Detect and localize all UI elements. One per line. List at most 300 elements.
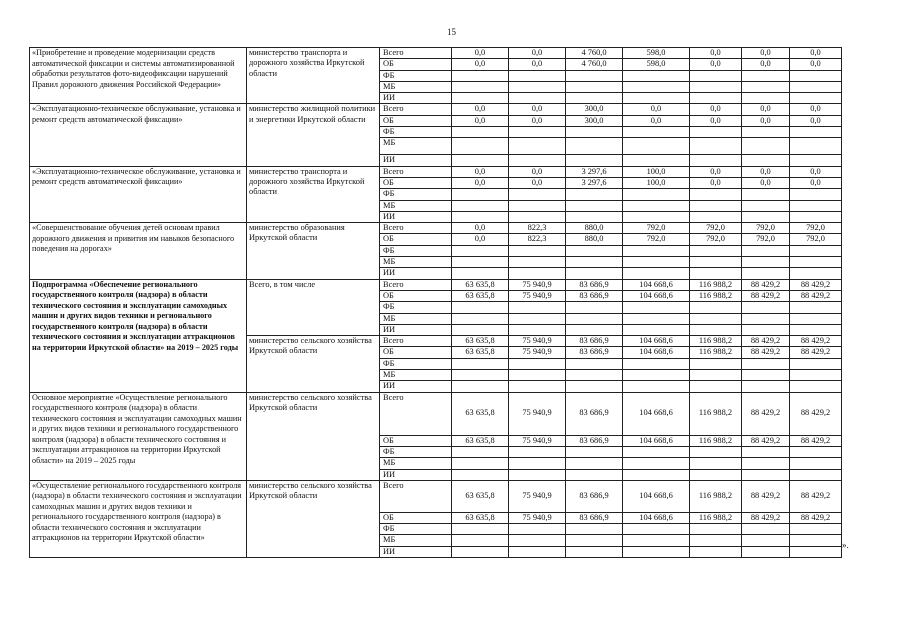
amount-cell: 880,0 xyxy=(566,234,623,245)
funding-source: ОБ xyxy=(380,290,452,301)
amount-cell xyxy=(623,70,690,81)
amount-cell xyxy=(566,70,623,81)
amount-cell: 116 988,2 xyxy=(690,392,742,435)
funding-source: Всего xyxy=(380,104,452,115)
amount-cell xyxy=(790,155,842,166)
amount-cell xyxy=(509,546,566,557)
amount-cell xyxy=(623,324,690,335)
measure-name: «Эксплуатационно-техническое обслуживание, установка и ремонт средств автоматической фиксации» xyxy=(30,104,247,166)
amount-cell xyxy=(690,189,742,200)
amount-cell xyxy=(509,268,566,279)
table-row xyxy=(30,480,842,512)
amount-cell xyxy=(690,370,742,381)
executor-name: министерство сельского хозяйства Иркутской области xyxy=(247,336,380,392)
table-row xyxy=(30,279,842,290)
amount-cell: 0,0 xyxy=(742,104,790,115)
amount-cell: 792,0 xyxy=(790,234,842,245)
amount-cell xyxy=(790,324,842,335)
amount-cell xyxy=(690,469,742,480)
amount-cell xyxy=(509,200,566,211)
amount-cell: 792,0 xyxy=(790,223,842,234)
amount-cell xyxy=(509,358,566,369)
amount-cell: 83 686,9 xyxy=(566,347,623,358)
amount-cell: 0,0 xyxy=(452,115,509,126)
amount-cell: 63 635,8 xyxy=(452,279,509,290)
amount-cell xyxy=(742,81,790,92)
table-row xyxy=(30,392,842,435)
amount-cell: 88 429,2 xyxy=(742,347,790,358)
executor-name: министерство жилищной политики и энергетики Иркутской области xyxy=(247,104,380,166)
amount-cell xyxy=(509,257,566,268)
amount-cell xyxy=(690,546,742,557)
amount-cell xyxy=(452,200,509,211)
amount-cell xyxy=(742,211,790,222)
amount-cell: 83 686,9 xyxy=(566,279,623,290)
amount-cell xyxy=(623,127,690,138)
amount-cell xyxy=(790,93,842,104)
amount-cell xyxy=(790,245,842,256)
amount-cell xyxy=(790,70,842,81)
amount-cell xyxy=(566,458,623,469)
executor-total: Всего, в том числе xyxy=(247,279,380,335)
amount-cell xyxy=(452,546,509,557)
amount-cell xyxy=(742,127,790,138)
amount-cell xyxy=(566,245,623,256)
executor-name: министерство транспорта и дорожного хозяйства Иркутской области xyxy=(247,166,380,222)
funding-source: МБ xyxy=(380,313,452,324)
amount-cell xyxy=(623,358,690,369)
amount-cell: 0,0 xyxy=(452,223,509,234)
table-row xyxy=(30,48,842,59)
amount-cell: 0,0 xyxy=(509,59,566,70)
amount-cell xyxy=(623,546,690,557)
amount-cell xyxy=(742,93,790,104)
amount-cell: 0,0 xyxy=(623,104,690,115)
amount-cell xyxy=(623,524,690,535)
amount-cell: 83 686,9 xyxy=(566,480,623,512)
amount-cell xyxy=(623,93,690,104)
amount-cell xyxy=(566,189,623,200)
amount-cell xyxy=(623,446,690,457)
amount-cell xyxy=(452,211,509,222)
amount-cell xyxy=(566,324,623,335)
amount-cell: 83 686,9 xyxy=(566,435,623,446)
amount-cell: 0,0 xyxy=(509,177,566,188)
amount-cell xyxy=(690,127,742,138)
funding-source: МБ xyxy=(380,257,452,268)
measure-name: «Приобретение и проведение модернизации средств автоматической фиксации и системы автоматизированной обработки результатов фото-видеофиксации нарушений Правил дорожного движения Российской Федерации» xyxy=(30,48,247,104)
amount-cell: 792,0 xyxy=(690,223,742,234)
amount-cell xyxy=(452,381,509,392)
amount-cell: 63 635,8 xyxy=(452,290,509,301)
amount-cell: 116 988,2 xyxy=(690,480,742,512)
amount-cell xyxy=(509,535,566,546)
amount-cell: 104 668,6 xyxy=(623,279,690,290)
funding-source: ФБ xyxy=(380,245,452,256)
amount-cell: 104 668,6 xyxy=(623,336,690,347)
amount-cell xyxy=(742,70,790,81)
amount-cell xyxy=(509,81,566,92)
executor-name: министерство сельского хозяйства Иркутской области xyxy=(247,392,380,480)
amount-cell: 75 940,9 xyxy=(509,435,566,446)
amount-cell xyxy=(742,138,790,155)
amount-cell xyxy=(509,458,566,469)
amount-cell: 0,0 xyxy=(509,48,566,59)
funding-source: МБ xyxy=(380,138,452,155)
amount-cell xyxy=(452,127,509,138)
amount-cell: 0,0 xyxy=(509,104,566,115)
funding-source: ОБ xyxy=(380,59,452,70)
amount-cell xyxy=(742,257,790,268)
amount-cell: 104 668,6 xyxy=(623,290,690,301)
amount-cell: 75 940,9 xyxy=(509,392,566,435)
amount-cell xyxy=(742,458,790,469)
amount-cell: 116 988,2 xyxy=(690,290,742,301)
amount-cell: 63 635,8 xyxy=(452,347,509,358)
amount-cell: 598,0 xyxy=(623,59,690,70)
amount-cell xyxy=(742,324,790,335)
amount-cell xyxy=(566,127,623,138)
page-number: 15 xyxy=(447,27,456,37)
amount-cell: 822,3 xyxy=(509,223,566,234)
amount-cell xyxy=(690,245,742,256)
amount-cell xyxy=(452,93,509,104)
amount-cell: 792,0 xyxy=(742,223,790,234)
amount-cell xyxy=(509,446,566,457)
funding-source: ИИ xyxy=(380,155,452,166)
amount-cell xyxy=(452,446,509,457)
amount-cell: 4 760,0 xyxy=(566,48,623,59)
funding-source: ФБ xyxy=(380,358,452,369)
amount-cell xyxy=(452,324,509,335)
amount-cell: 0,0 xyxy=(623,115,690,126)
funding-source: МБ xyxy=(380,370,452,381)
amount-cell xyxy=(690,81,742,92)
amount-cell xyxy=(690,200,742,211)
amount-cell xyxy=(742,469,790,480)
amount-cell xyxy=(742,381,790,392)
amount-cell: 104 668,6 xyxy=(623,347,690,358)
amount-cell: 75 940,9 xyxy=(509,336,566,347)
amount-cell: 63 635,8 xyxy=(452,392,509,435)
amount-cell xyxy=(452,70,509,81)
amount-cell xyxy=(566,155,623,166)
amount-cell xyxy=(690,155,742,166)
executor-name: министерство образования Иркутской области xyxy=(247,223,380,279)
amount-cell: 104 668,6 xyxy=(623,480,690,512)
amount-cell xyxy=(790,257,842,268)
amount-cell xyxy=(566,370,623,381)
amount-cell: 116 988,2 xyxy=(690,435,742,446)
amount-cell xyxy=(566,257,623,268)
funding-source: ОБ xyxy=(380,512,452,523)
amount-cell: 88 429,2 xyxy=(742,480,790,512)
amount-cell: 0,0 xyxy=(452,166,509,177)
amount-cell: 300,0 xyxy=(566,104,623,115)
amount-cell xyxy=(690,257,742,268)
amount-cell xyxy=(566,469,623,480)
amount-cell: 0,0 xyxy=(742,59,790,70)
amount-cell: 0,0 xyxy=(509,115,566,126)
amount-cell xyxy=(452,458,509,469)
amount-cell: 0,0 xyxy=(452,104,509,115)
amount-cell: 0,0 xyxy=(452,234,509,245)
amount-cell: 88 429,2 xyxy=(742,290,790,301)
amount-cell: 0,0 xyxy=(790,166,842,177)
amount-cell xyxy=(623,469,690,480)
amount-cell xyxy=(452,189,509,200)
amount-cell xyxy=(742,302,790,313)
amount-cell xyxy=(690,302,742,313)
amount-cell xyxy=(509,302,566,313)
amount-cell xyxy=(790,127,842,138)
amount-cell xyxy=(790,546,842,557)
amount-cell xyxy=(690,93,742,104)
amount-cell: 0,0 xyxy=(742,115,790,126)
amount-cell xyxy=(509,469,566,480)
amount-cell: 3 297,6 xyxy=(566,166,623,177)
amount-cell: 88 429,2 xyxy=(790,435,842,446)
amount-cell xyxy=(790,370,842,381)
funding-source: Всего xyxy=(380,392,452,435)
amount-cell xyxy=(452,535,509,546)
amount-cell xyxy=(509,245,566,256)
amount-cell: 88 429,2 xyxy=(790,279,842,290)
funding-source: Всего xyxy=(380,279,452,290)
amount-cell xyxy=(509,313,566,324)
amount-cell xyxy=(790,358,842,369)
amount-cell: 83 686,9 xyxy=(566,336,623,347)
amount-cell xyxy=(742,358,790,369)
amount-cell xyxy=(742,245,790,256)
table-row xyxy=(30,104,842,115)
amount-cell: 75 940,9 xyxy=(509,347,566,358)
executor-name: министерство транспорта и дорожного хозяйства Иркутской области xyxy=(247,48,380,104)
amount-cell xyxy=(790,211,842,222)
amount-cell: 88 429,2 xyxy=(790,290,842,301)
amount-cell xyxy=(566,524,623,535)
amount-cell: 0,0 xyxy=(790,59,842,70)
amount-cell xyxy=(623,155,690,166)
amount-cell xyxy=(452,257,509,268)
amount-cell: 880,0 xyxy=(566,223,623,234)
amount-cell: 88 429,2 xyxy=(742,336,790,347)
amount-cell xyxy=(452,469,509,480)
amount-cell: 116 988,2 xyxy=(690,336,742,347)
amount-cell xyxy=(742,524,790,535)
amount-cell: 0,0 xyxy=(452,177,509,188)
amount-cell: 88 429,2 xyxy=(790,336,842,347)
amount-cell xyxy=(623,138,690,155)
amount-cell: 0,0 xyxy=(452,48,509,59)
amount-cell xyxy=(790,524,842,535)
amount-cell xyxy=(452,245,509,256)
amount-cell xyxy=(623,268,690,279)
amount-cell: 300,0 xyxy=(566,115,623,126)
funding-source: МБ xyxy=(380,200,452,211)
amount-cell xyxy=(566,302,623,313)
amount-cell xyxy=(566,93,623,104)
amount-cell: 88 429,2 xyxy=(742,435,790,446)
amount-cell: 88 429,2 xyxy=(790,512,842,523)
amount-cell xyxy=(690,524,742,535)
funding-source: ИИ xyxy=(380,381,452,392)
amount-cell: 88 429,2 xyxy=(742,392,790,435)
amount-cell: 598,0 xyxy=(623,48,690,59)
amount-cell xyxy=(452,138,509,155)
measure-name: «Совершенствование обучения детей основам правил дорожного движения и привития им навыков безопасного поведения на дорогах» xyxy=(30,223,247,279)
amount-cell: 83 686,9 xyxy=(566,512,623,523)
amount-cell: 75 940,9 xyxy=(509,279,566,290)
amount-cell xyxy=(790,138,842,155)
amount-cell xyxy=(566,268,623,279)
amount-cell xyxy=(623,370,690,381)
amount-cell xyxy=(509,524,566,535)
amount-cell xyxy=(623,200,690,211)
amount-cell: 75 940,9 xyxy=(509,290,566,301)
amount-cell: 0,0 xyxy=(690,48,742,59)
funding-source: МБ xyxy=(380,535,452,546)
funding-source: ОБ xyxy=(380,347,452,358)
amount-cell: 83 686,9 xyxy=(566,290,623,301)
amount-cell xyxy=(742,189,790,200)
amount-cell xyxy=(790,381,842,392)
amount-cell: 88 429,2 xyxy=(790,480,842,512)
amount-cell xyxy=(509,381,566,392)
amount-cell: 0,0 xyxy=(742,177,790,188)
amount-cell: 116 988,2 xyxy=(690,512,742,523)
amount-cell xyxy=(790,81,842,92)
amount-cell: 0,0 xyxy=(790,177,842,188)
executor-name: министерство сельского хозяйства Иркутской области xyxy=(247,480,380,557)
amount-cell: 792,0 xyxy=(623,223,690,234)
funding-source: МБ xyxy=(380,458,452,469)
amount-cell xyxy=(566,200,623,211)
amount-cell: 116 988,2 xyxy=(690,347,742,358)
funding-source: ИИ xyxy=(380,324,452,335)
amount-cell xyxy=(742,313,790,324)
amount-cell: 83 686,9 xyxy=(566,392,623,435)
amount-cell xyxy=(509,189,566,200)
amount-cell: 822,3 xyxy=(509,234,566,245)
amount-cell xyxy=(566,535,623,546)
funding-source: Всего xyxy=(380,480,452,512)
funding-source: ФБ xyxy=(380,189,452,200)
amount-cell xyxy=(509,138,566,155)
amount-cell xyxy=(690,381,742,392)
amount-cell xyxy=(742,370,790,381)
amount-cell: 3 297,6 xyxy=(566,177,623,188)
amount-cell xyxy=(566,381,623,392)
funding-source: ИИ xyxy=(380,469,452,480)
amount-cell xyxy=(623,81,690,92)
funding-source: ФБ xyxy=(380,127,452,138)
funding-source: ФБ xyxy=(380,70,452,81)
amount-cell: 75 940,9 xyxy=(509,480,566,512)
amount-cell xyxy=(690,268,742,279)
table-row xyxy=(30,223,842,234)
amount-cell xyxy=(690,458,742,469)
amount-cell xyxy=(623,313,690,324)
amount-cell: 104 668,6 xyxy=(623,512,690,523)
amount-cell xyxy=(790,446,842,457)
table-row xyxy=(30,166,842,177)
amount-cell: 63 635,8 xyxy=(452,480,509,512)
amount-cell: 0,0 xyxy=(509,166,566,177)
amount-cell xyxy=(566,546,623,557)
amount-cell: 0,0 xyxy=(690,166,742,177)
funding-source: МБ xyxy=(380,81,452,92)
amount-cell: 104 668,6 xyxy=(623,392,690,435)
amount-cell xyxy=(690,324,742,335)
amount-cell xyxy=(566,358,623,369)
amount-cell xyxy=(742,200,790,211)
amount-cell: 792,0 xyxy=(690,234,742,245)
amount-cell: 0,0 xyxy=(690,115,742,126)
amount-cell xyxy=(452,358,509,369)
amount-cell xyxy=(452,155,509,166)
amount-cell: 88 429,2 xyxy=(790,347,842,358)
amount-cell: 0,0 xyxy=(790,115,842,126)
amount-cell xyxy=(790,200,842,211)
amount-cell: 88 429,2 xyxy=(790,392,842,435)
measure-name: «Эксплуатационно-техническое обслуживание, установка и ремонт средств автоматической фиксации» xyxy=(30,166,247,222)
amount-cell xyxy=(623,257,690,268)
amount-cell: 0,0 xyxy=(790,104,842,115)
funding-source: ОБ xyxy=(380,177,452,188)
amount-cell: 88 429,2 xyxy=(742,279,790,290)
amount-cell xyxy=(690,358,742,369)
amount-cell xyxy=(509,370,566,381)
amount-cell xyxy=(742,268,790,279)
amount-cell xyxy=(509,211,566,222)
amount-cell: 63 635,8 xyxy=(452,512,509,523)
amount-cell xyxy=(742,155,790,166)
funding-source: Всего xyxy=(380,48,452,59)
amount-cell: 0,0 xyxy=(742,166,790,177)
amount-cell xyxy=(623,381,690,392)
amount-cell xyxy=(452,302,509,313)
amount-cell xyxy=(790,189,842,200)
amount-cell: 100,0 xyxy=(623,177,690,188)
amount-cell xyxy=(509,324,566,335)
amount-cell xyxy=(790,313,842,324)
amount-cell xyxy=(452,524,509,535)
amount-cell xyxy=(742,446,790,457)
funding-source: ИИ xyxy=(380,211,452,222)
funding-source: ОБ xyxy=(380,435,452,446)
amount-cell xyxy=(452,81,509,92)
amount-cell xyxy=(566,313,623,324)
funding-source: Всего xyxy=(380,336,452,347)
funding-source: ФБ xyxy=(380,302,452,313)
subprogram-name: Подпрограмма «Обеспечение регионального государственного контроля (надзора) в области технического состояния и эксплуатации самоходных машин и других видов техники и регионального государственного контроля (надзора) в области технического состояния и эксплуатации аттракционов на территории Иркутской области» на 2019 – 2025 годы xyxy=(30,279,247,392)
amount-cell xyxy=(509,70,566,81)
amount-cell: 63 635,8 xyxy=(452,336,509,347)
funding-source: ОБ xyxy=(380,234,452,245)
amount-cell xyxy=(623,211,690,222)
measure-name: Основное мероприятие «Осуществление регионального государственного контроля (надзора) в области технического состояния и эксплуатации самоходных машин и других видов техники и регионального государственного контроля (надзора) в области технического состояния и эксплуатации аттракционов на территории Иркутской области» на 2019 – 2025 годы xyxy=(30,392,247,480)
amount-cell xyxy=(623,458,690,469)
funding-source: ИИ xyxy=(380,546,452,557)
closing-quote-mark: ». xyxy=(842,540,849,550)
amount-cell: 104 668,6 xyxy=(623,435,690,446)
amount-cell: 0,0 xyxy=(690,59,742,70)
amount-cell xyxy=(452,313,509,324)
amount-cell xyxy=(623,535,690,546)
amount-cell: 0,0 xyxy=(690,177,742,188)
amount-cell xyxy=(742,546,790,557)
